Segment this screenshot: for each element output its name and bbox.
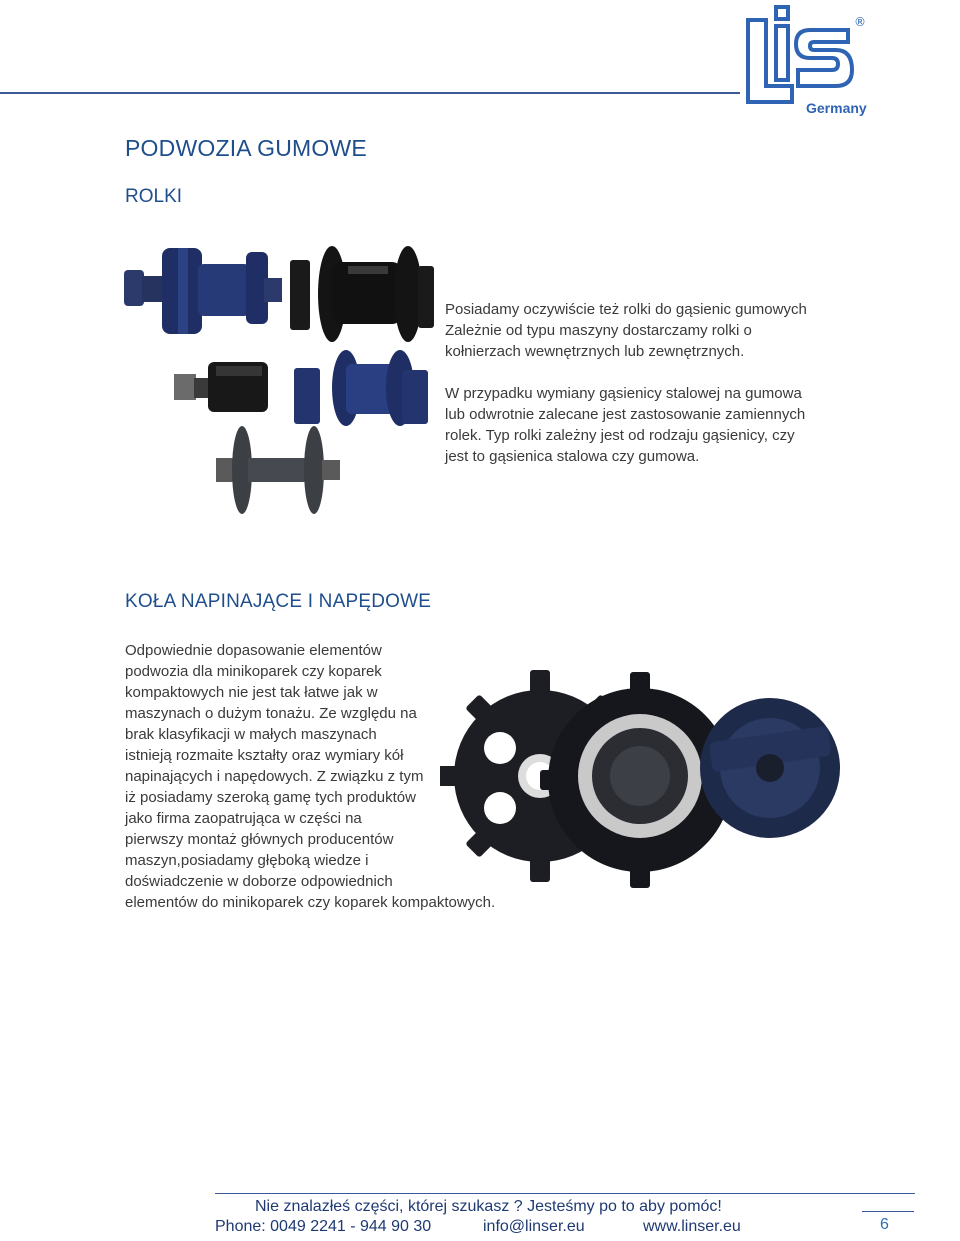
kola-line: kompaktowych nie jest tak łatwe jak w [125, 684, 378, 701]
rolki-para-1-line-2: Zależnie od typu maszyny dostarczamy rolki o [445, 322, 752, 339]
grey-roller-image [216, 426, 340, 514]
kola-line: maszynach o dużym tonażu. Ze względu na [125, 705, 417, 722]
section-subtitle-rolki: ROLKI [125, 186, 183, 207]
page-number-rule [862, 1211, 914, 1212]
footer-email-link[interactable]: info@linser.eu [483, 1218, 585, 1235]
rolki-para-2-line-1: W przypadku wymiany gąsienicy stalowej na gumowa [445, 385, 802, 402]
rollers-image [118, 240, 438, 520]
idler-wheel-image [700, 698, 840, 838]
section-title-kola: KOŁA NAPINAJĄCE I NAPĘDOWE [125, 591, 432, 612]
kola-line: elementów do minikoparek czy koparek kompaktowych. [125, 894, 496, 911]
small-roller-image [174, 362, 268, 412]
kola-line: napinających i napędowych. Z związku z tym [125, 768, 424, 785]
header-rule [0, 92, 770, 94]
kola-line: maszyn,posiadamy głęboką wiedze i [125, 852, 369, 869]
registered-mark: ® [854, 15, 866, 29]
rolki-para-2-line-3: rolek. Typ rolki zależny jest od rodzaju gąsienicy, czy [445, 427, 795, 444]
rolki-para-1-line-3: kołnierzach wewnętrznych lub zewnętrznych. [445, 343, 745, 360]
footer-rule [215, 1193, 915, 1194]
blue-flange-roller-image [294, 350, 428, 426]
rolki-description [445, 299, 865, 467]
section-title-podwozia: PODWOZIA GUMOWE [125, 135, 367, 161]
kola-line: brak klasyfikacji w małych maszynach [125, 726, 377, 743]
kola-line: iż posiadamy szeroką gamę tych produktów [125, 789, 416, 806]
lis-logo [740, 4, 870, 120]
rolki-para-2-line-4: jest to gąsienica stalowa czy gumowa. [445, 448, 700, 465]
blue-roller-image [124, 248, 282, 334]
page-number: 6 [880, 1216, 889, 1233]
rolki-para-2-line-2: lub odwrotnie zalecane jest zastosowanie zamiennych [445, 406, 806, 423]
footer-phone: Phone: 0049 2241 - 944 90 30 [215, 1218, 432, 1235]
footer-question: Nie znalazłeś części, której szukasz ? Jesteśmy po to aby pomóc! [255, 1198, 722, 1215]
kola-line: podwozia dla minikoparek czy koparek [125, 663, 382, 680]
kola-line: pierwszy montaż głównych producentów [125, 831, 394, 848]
footer-contact [215, 1218, 741, 1236]
footer-web-link[interactable]: www.linser.eu [643, 1218, 741, 1235]
sprockets-image [440, 668, 840, 890]
kola-line: Odpowiednie dopasowanie elementów [125, 642, 382, 659]
logo-germany-text: Germany [806, 100, 867, 116]
rolki-para-1-line-1: Posiadamy oczywiście też rolki do gąsienic gumowych [445, 301, 807, 318]
kola-line: istnieją rozmaite kształty oraz wymiary kół [125, 747, 404, 764]
black-roller-image [290, 246, 434, 342]
kola-line: doświadczenie w doborze odpowiednich [125, 873, 393, 890]
kola-line: jako firma zaopatrująca w części na [125, 810, 362, 827]
